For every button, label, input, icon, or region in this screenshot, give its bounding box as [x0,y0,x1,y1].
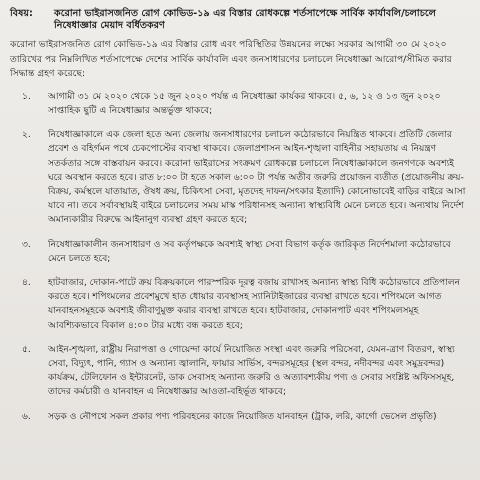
subject-line [10,8,468,32]
item-number: ৬. [22,411,31,422]
item-number: ২. [22,130,31,141]
item-text: নিষেধাজ্ঞাকালে এক জেলা হতে অন্য জেলায় জনসাধারণের চলাচল কঠোরভাবে নিয়ন্ত্রিত থাকবে। প্রতিটি জেলার প্রবেশ ও বহির্গমন পথে চেকপোস্টের ব্যবস্থা থাকবে। জেলাপ্রশাসন আইন-শৃঙ্খলা বাহিনীর সহায়তায় এ নিয়ন্ত্রণ সতর্কতার সঙ্গে বাস্তবায়ন করবে। করোনা ভাইরাসের সংক্রমণ রোধকল্পে চলাচলে নিষেধাজ্ঞাকালে জনগণকে অবশ্যই ঘরে অবস্থান করতে হবে। রাত ৮:০০ টা হতে সকাল ৬:০০ টা পর্যন্ত অতীব জরুরি প্রয়োজন ব্যতীত (প্রয়োজনীয় ক্রয়-বিক্রয়, কর্মস্থলে যাতায়াত, ঔষধ ক্রয়, চিকিৎসা সেবা, মৃতদেহ দাফন/সৎকার ইত্যাদি) কোনোভাবেই বাড়ির বাইরে আসা যাবে না। তবে সর্বাবস্থায়ই বাইরে চলাচলের সময় মাস্ক পরিধানসহ অন্যান্য স্বাস্থ্যবিধি মেনে চলতে হবে। অন্যথায় নির্দেশ অমান্যকারীর বিরুদ্ধে আইনানুগ ব্যবস্থা গ্রহণ করতে হবে; [48,130,466,226]
intro-paragraph: করোনা ভাইরাসজনিত রোগ কোভিড-১৯ এর বিস্তার রোধ এবং পরিস্থিতির উন্নয়নের লক্ষ্যে সরকার আগামী ৩০ মে ২০২০ তারিখের পর নিম্নলিখিত শর্তসাপেক্ষে দেশের সার্বিক কার্যাবলি এবং জনসাধারণের চলাচলে নিষেধাজ্ঞা আরোপ/সীমিত করার সিদ্ধান্ত গ্রহণ করেছে: [10,39,452,79]
list-item [10,238,468,266]
item-number: ৫. [22,344,31,355]
subject-text: করোনা ভাইরাসজনিত রোগ কোভিড-১৯ এর বিস্তার রোধকল্পে শর্তসাপেক্ষে সার্বিক কার্যাবলি/চলাচলে নিষেধাজ্ঞার মেয়াদ বর্ধিতকরণ [54,8,436,32]
item-text: আইন-শৃঙ্খলা, রাষ্ট্রীয় নিরাপত্তা ও গোয়েন্দা কার্যে নিয়োজিত সংস্থা এবং জরুরি পরিসেবা, যেমন-ত্রাণ বিতরণ, স্বাস্থ্য সেবা, বিদ্যুৎ, পানি, গ্যাস ও অন্যান্য জ্বালানি, ফায়ার সার্ভিস, বন্দরসমূহের (স্থল বন্দর, নদীবন্দর এবং সমুদ্রবন্দর) কার্যক্রম, টেলিফোন ও ইন্টারনেট, ডাক সেবাসহ অন্যান্য জরুরি ও অত্যাবশ্যকীয় পণ্য ও সেবার সংশ্লিষ্ট অফিসসমূহ, তাদের কর্মচারী ও যানবাহন এ নিষেধাজ্ঞার আওতা-বহির্ভূত থাকবে; [48,344,455,398]
item-number: ৩. [22,239,31,250]
directive-list [10,90,468,424]
item-number: ১. [22,91,31,102]
item-text: আগামী ৩১ মে ২০২০ থেকে ১৫ জুন ২০২০ পর্যন্ত এ নিষেধাজ্ঞা কার্যকর থাকবে। ৫, ৬, ১২ ও ১৩ জুন ২০২০ সাপ্তাহিক ছুটি এ নিষেধাজ্ঞার অন্তর্ভুক্ত থাকবে; [48,91,441,116]
list-item [10,410,468,424]
item-text: সড়ক ও নৌপথে সকল প্রকার পণ্য পরিবহনের কাজে নিয়োজিত যানবাহন (ট্রাক, লরি, কার্গো ভেসেল প্রভৃতি) [48,411,437,422]
item-text: হাটবাজার, দোকান-পাটে ক্রয় বিক্রয়কালে পারস্পরিক দূরত্ব বজায় রাখাসহ অন্যান্য স্বাস্থ্য বিধি কঠোরভাবে প্রতিপালন করতে হবে। শপিংমলের প্রবেশমুখে হাত ধোয়ার ব্যবস্থাসহ স্যানিটাইজারের ব্যবস্থা রাখতে হবে। শপিংমলে আগত যানবাহনসমূহকে অবশ্যই জীবাণুমুক্ত করার ব্যবস্থা রাখতে হবে। হাটবাজার, দোকানপাট এবং শপিংমলসমূহ আবশ্যিকভাবে বিকাল ৪:০০ টার মধ্যে বন্ধ করতে হবে; [48,277,461,331]
subject-label: বিষয়: [10,8,33,19]
item-number: ৪. [22,277,31,288]
list-item [10,343,468,400]
list-item [10,276,468,333]
list-item [10,128,468,227]
list-item [10,90,468,118]
item-text: নিষেধাজ্ঞাকালীন জনসাধারণ ও সব কর্তৃপক্ষকে অবশ্যই স্বাস্থ্য সেবা বিভাগ কর্তৃক জারিকৃত নির্দেশমালা কঠোরভাবে মেনে চলতে হবে; [48,239,451,264]
